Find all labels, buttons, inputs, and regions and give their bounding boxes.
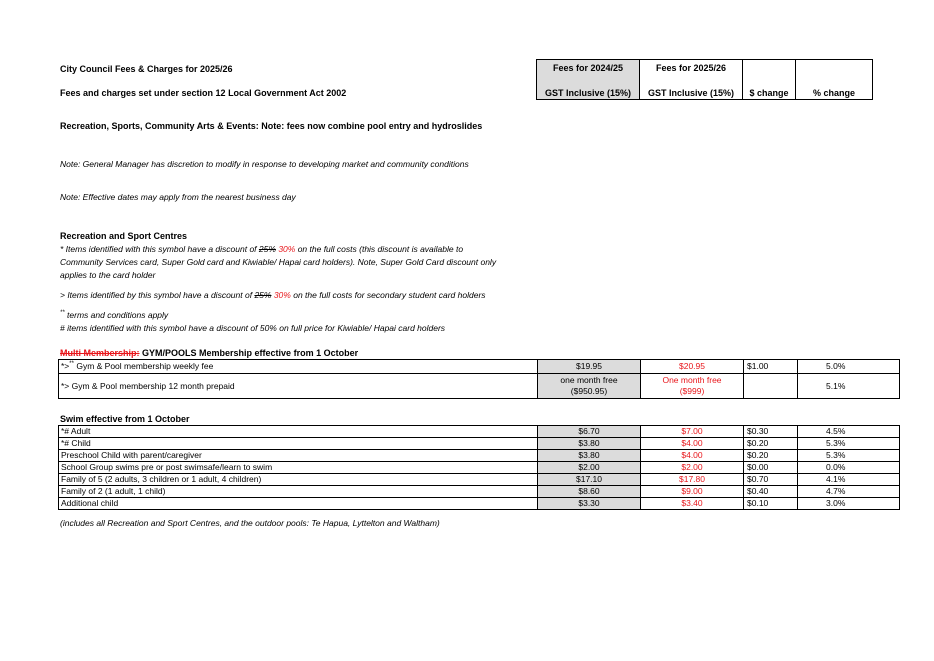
membership-heading: Multi Membership: GYM/POOLS Membership effective from 1 October <box>60 348 359 358</box>
fee-2025-26: $4.00 <box>641 450 744 462</box>
dollar-change: $0.30 <box>744 426 798 438</box>
fee-2025-26: $3.40 <box>641 498 744 510</box>
membership-desc: *> Gym & Pool membership 12 month prepaid <box>59 374 538 399</box>
swim-desc: Preschool Child with parent/caregiver <box>59 450 538 462</box>
pct-change: 3.0% <box>798 498 900 510</box>
header-fees-2025-26: Fees for 2025/26 GST Inclusive (15%) <box>640 60 743 100</box>
fee-2024-25: $3.30 <box>538 498 641 510</box>
dollar-change: $0.20 <box>744 450 798 462</box>
header-pct-change: % change <box>796 60 873 100</box>
pct-change: 5.0% <box>798 360 900 374</box>
fee-2025-26: $9.00 <box>641 486 744 498</box>
table-row <box>59 474 900 486</box>
fee-2024-25: one month free ($950.95) <box>538 374 641 399</box>
swim-table <box>58 425 900 510</box>
fee-2024-25: $3.80 <box>538 438 641 450</box>
note-effective-dates: Note: Effective dates may apply from the nearest business day <box>60 192 296 202</box>
swim-desc: Additional child <box>59 498 538 510</box>
star-discount-note: * Items identified with this symbol have a discount of 25% 30% on the full costs (this discount is available to <box>60 244 464 254</box>
swim-footnote: (includes all Recreation and Sport Centres, and the outdoor pools: Te Hapua, Lyttelton and Waltham) <box>60 518 440 528</box>
pct-change: 5.3% <box>798 450 900 462</box>
student-discount-note: > Items identified by this symbol have a discount of 25% 30% on the full costs for secondary student card holders <box>60 290 486 300</box>
dollar-change <box>744 374 798 399</box>
membership-desc: *>** Gym & Pool membership weekly fee <box>59 360 538 374</box>
swim-desc: *# Adult <box>59 426 538 438</box>
table-row <box>59 426 900 438</box>
table-row <box>59 498 900 510</box>
swim-desc: Family of 5 (2 adults, 3 children or 1 adult, 4 children) <box>59 474 538 486</box>
swim-desc: *# Child <box>59 438 538 450</box>
fee-2025-26: $7.00 <box>641 426 744 438</box>
swim-heading: Swim effective from 1 October <box>60 414 190 424</box>
pct-change: 5.1% <box>798 374 900 399</box>
fee-2025-26: $20.95 <box>641 360 744 374</box>
dollar-change: $0.70 <box>744 474 798 486</box>
page-subtitle: Fees and charges set under section 12 Local Government Act 2002 <box>60 88 347 98</box>
table-row <box>59 360 900 374</box>
fee-2024-25: $3.80 <box>538 450 641 462</box>
membership-table <box>58 359 900 399</box>
swim-desc: Family of 2 (1 adult, 1 child) <box>59 486 538 498</box>
dollar-change: $0.10 <box>744 498 798 510</box>
dollar-change: $0.40 <box>744 486 798 498</box>
fee-2024-25: $2.00 <box>538 462 641 474</box>
pct-change: 4.1% <box>798 474 900 486</box>
fee-2024-25: $17.10 <box>538 474 641 486</box>
swim-desc: School Group swims pre or post swimsafe/learn to swim <box>59 462 538 474</box>
header-dollar-change: $ change <box>743 60 796 100</box>
rsc-heading: Recreation and Sport Centres <box>60 231 188 241</box>
fee-column-header <box>536 59 873 100</box>
fee-2025-26: $2.00 <box>641 462 744 474</box>
star-discount-note-line3: applies to the card holder <box>60 270 156 280</box>
dollar-change: $0.20 <box>744 438 798 450</box>
page-title: City Council Fees & Charges for 2025/26 <box>60 64 233 74</box>
fee-2025-26: $17.80 <box>641 474 744 486</box>
table-row <box>59 486 900 498</box>
fee-2024-25: $6.70 <box>538 426 641 438</box>
note-general-manager: Note: General Manager has discretion to modify in response to developing market and community conditions <box>60 159 469 169</box>
fee-2024-25: $19.95 <box>538 360 641 374</box>
hash-discount-note: # items identified with this symbol have a discount of 50% on full price for Kiwiable/ Hapai card holders <box>60 323 446 333</box>
table-row <box>59 462 900 474</box>
terms-note: ** terms and conditions apply <box>60 310 169 320</box>
pct-change: 5.3% <box>798 438 900 450</box>
table-row <box>59 438 900 450</box>
header-fees-2024-25: Fees for 2024/25 GST Inclusive (15%) <box>537 60 640 100</box>
table-row <box>59 450 900 462</box>
fee-2024-25: $8.60 <box>538 486 641 498</box>
fee-2025-26: One month free ($999) <box>641 374 744 399</box>
section-heading: Recreation, Sports, Community Arts & Events: Note: fees now combine pool entry and hydroslides <box>60 121 483 131</box>
pct-change: 0.0% <box>798 462 900 474</box>
pct-change: 4.5% <box>798 426 900 438</box>
dollar-change: $0.00 <box>744 462 798 474</box>
table-row <box>59 374 900 399</box>
dollar-change: $1.00 <box>744 360 798 374</box>
pct-change: 4.7% <box>798 486 900 498</box>
star-discount-note-line2: Community Services card, Super Gold card and Kiwiable/ Hapai card holders). Note, Super Gold Card discount only <box>60 257 497 267</box>
fee-2025-26: $4.00 <box>641 438 744 450</box>
